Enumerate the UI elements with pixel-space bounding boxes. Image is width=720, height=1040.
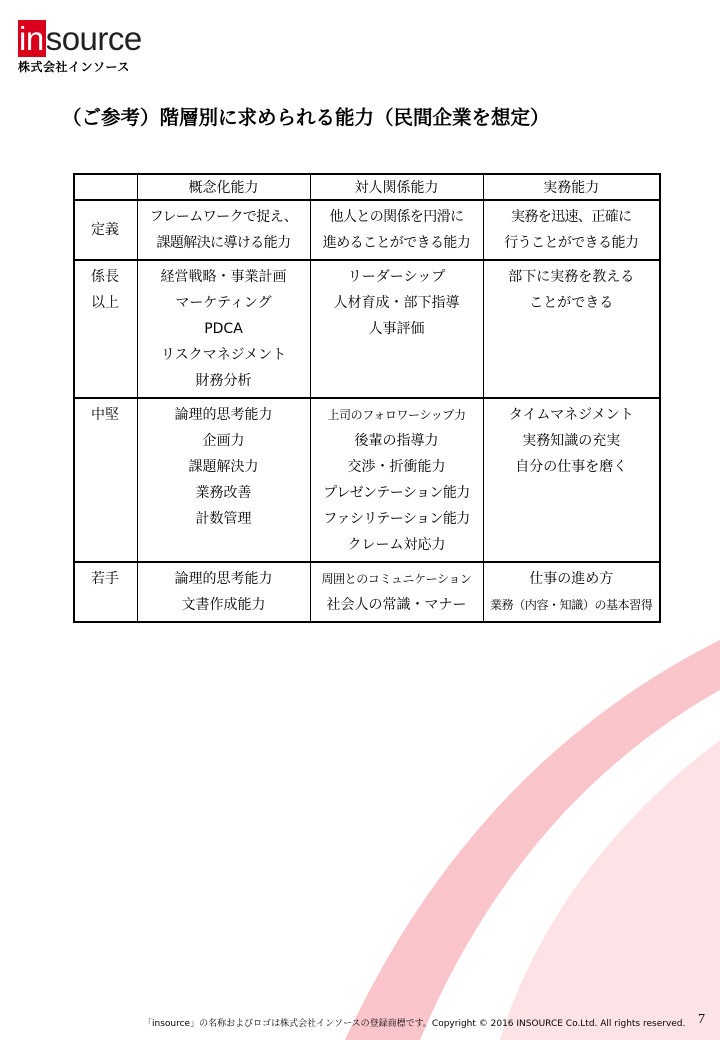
table-cell-line: 実務を迅速、正確に (510, 209, 632, 225)
row-label-manager: 係長 以上 (74, 260, 137, 398)
table-cell-line: 企画力 (202, 433, 245, 449)
cell-manager-interpersonal (310, 260, 483, 398)
header-cell-blank (74, 174, 137, 200)
table-cell-line: 社会人の常識・マナー (326, 597, 467, 613)
table-cell-line: 業務（内容・知識）の基本習得 (490, 598, 653, 612)
table-cell-line: リーダーシップ (347, 269, 446, 285)
table-cell-line: PDCA (204, 321, 243, 337)
table-cell-line: 自分の仕事を磨く (515, 459, 628, 475)
cell-definition-practical (483, 200, 660, 260)
table-cell-line: 論理的思考能力 (174, 407, 273, 423)
table-cell-line: 他人との関係を円滑に (329, 209, 464, 225)
cell-definition-interpersonal (310, 200, 483, 260)
logo-in-mark: in (19, 20, 44, 57)
table-cell-line: ファシリテーション能力 (323, 511, 470, 527)
table-cell-line: 進めることができる能力 (322, 235, 471, 251)
table-cell-line: 人事評価 (368, 321, 425, 337)
table-cell-line: ことができる (529, 295, 614, 311)
cell-manager-practical (483, 260, 660, 398)
table-cell-line: 課題解決に導ける能力 (156, 235, 291, 251)
table-cell-line: マーケティング (175, 295, 272, 311)
cell-junior-interpersonal (310, 562, 483, 622)
row-label-definition: 定義 (74, 200, 137, 260)
page-title: （ご参考）階層別に求められる能力（民間企業を想定） (62, 106, 550, 129)
cell-manager-conceptual (137, 260, 310, 398)
table-cell-line: フレームワークで捉え、 (149, 209, 298, 225)
copyright-footer: 「insource」の名称およびロゴは株式会社インソースの登録商標です。Copyright © 2016 INSOURCE Co.Ltd. All rights reserved. (143, 1019, 686, 1029)
logo-source-text: source (45, 20, 142, 57)
logo-company-name: 株式会社インソース (18, 60, 130, 74)
table-cell-line: 仕事の進め方 (529, 571, 614, 587)
table-cell-line: 計数管理 (195, 511, 252, 527)
table-cell-line: タイムマネジメント (508, 407, 634, 423)
table-cell-line: 上司のフォロワーシップ力 (327, 408, 466, 422)
table-cell-line: リスクマネジメント (160, 347, 287, 363)
header-cell-interpersonal: 対人関係能力 (310, 174, 483, 200)
table-cell-line: プレゼンテーション能力 (323, 485, 470, 501)
table-row-definition (74, 200, 660, 260)
table-cell-line: 業務改善 (195, 485, 252, 501)
cell-definition-conceptual (137, 200, 310, 260)
table-cell-line: クレーム対応力 (347, 537, 446, 553)
cell-mid-level-practical (483, 398, 660, 562)
table-row-mid-level (74, 398, 660, 562)
cell-junior-practical (483, 562, 660, 622)
cell-mid-level-interpersonal (310, 398, 483, 562)
table-cell-line: 人材育成・部下指導 (333, 295, 460, 311)
header-cell-conceptual: 概念化能力 (137, 174, 310, 200)
table-cell-line: 部下に実務を教える (508, 269, 635, 285)
table-cell-line: 実務知識の充実 (522, 433, 621, 449)
table-cell-line: 交渉・折衝能力 (347, 459, 446, 475)
row-label-junior: 若手 (74, 562, 137, 622)
cell-junior-conceptual (137, 562, 310, 622)
cell-mid-level-conceptual (137, 398, 310, 562)
table-cell-line: 財務分析 (195, 373, 252, 389)
competency-table (73, 173, 661, 623)
company-logo (18, 22, 142, 75)
page-number: 7 (698, 1012, 705, 1027)
table-cell-line: 周囲とのコミュニケーション (321, 572, 472, 586)
table-row-manager (74, 260, 660, 398)
table-cell-line: 後輩の指導力 (354, 433, 439, 449)
table-cell-line: 課題解決力 (188, 459, 259, 475)
table-cell-line: 行うことができる能力 (504, 235, 639, 251)
row-label-mid-level: 中堅 (74, 398, 137, 562)
table-cell-line: 経営戦略・事業計画 (160, 269, 287, 285)
table-cell-line: 論理的思考能力 (174, 571, 273, 587)
table-header-row (74, 174, 660, 200)
table-row-junior (74, 562, 660, 622)
header-cell-practical: 実務能力 (483, 174, 660, 200)
table-cell-line: 文書作成能力 (181, 597, 266, 613)
logo-wordmark (18, 22, 142, 56)
